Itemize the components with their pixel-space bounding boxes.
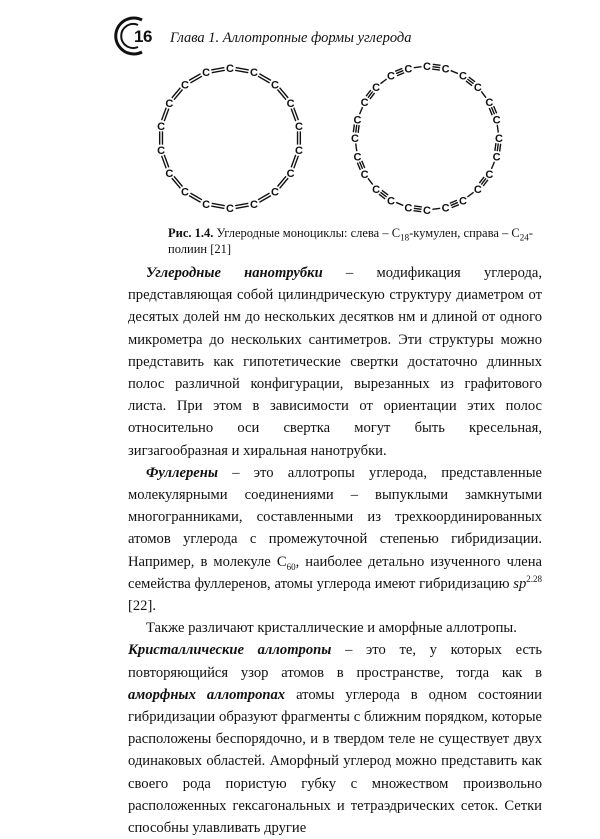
paragraph-fullerenes [128, 462, 542, 617]
c24-carbon-atom: C [492, 114, 501, 127]
c24-carbon-atom: C [459, 195, 467, 208]
c24-polyyne-ring [351, 61, 503, 217]
caption-label: Рис. 1.4. [168, 226, 214, 240]
running-head: Глава 1. Аллотропные формы углерода [170, 30, 412, 46]
c18-carbon-atom: C [165, 168, 174, 180]
c18-bond [235, 70, 248, 72]
c18-carbon-atom: C [202, 67, 211, 80]
c18-bond [259, 196, 271, 203]
c24-carbon-atom: C [423, 205, 431, 217]
caption-sub-2: 24 [519, 232, 529, 243]
term-nanotubes: Углеродные нанотрубки [146, 265, 323, 281]
c18-carbon-atom: C [294, 145, 303, 158]
c24-bond [396, 202, 403, 205]
c24-carbon-atom: C [351, 133, 359, 145]
c18-bond [211, 68, 224, 70]
p2-sup: 2.28 [526, 573, 542, 584]
c18-bond [212, 203, 225, 205]
body-text [128, 262, 542, 839]
c24-bond [380, 79, 386, 84]
c18-carbon-atom: C [181, 79, 189, 92]
c18-bond [235, 203, 248, 205]
c18-carbon-atom: C [202, 198, 211, 211]
figure-caption [168, 225, 542, 257]
c18-bond [259, 74, 271, 81]
c18-carbon-atom: C [286, 168, 295, 180]
c18-bond [189, 74, 201, 81]
c18-bond [190, 193, 202, 200]
caption-text-3: -полиин [21] [168, 226, 533, 256]
c18-carbon-atom: C [294, 120, 303, 133]
paragraph-nanotubes [128, 262, 542, 462]
c24-bond [432, 67, 440, 68]
c24-carbon-atom: C [404, 202, 413, 215]
c18-bond [212, 70, 225, 72]
c18-bond [236, 206, 249, 208]
c18-bond [236, 68, 249, 70]
term-amorphous: аморфных аллотропах [128, 686, 286, 703]
p2-sp: sp [513, 575, 527, 592]
p1-text: – модификация углерода, представляющая собой цилиндрическую структуру диаметром от десятых долей нм до нескольких десятков нм и длиной от одного микрометра до нескольких сантиметров. Эти структуры можно представить как гипотетические свертки достаточно длинных полос различной конфигурации, вырезанных из графитового листа. При этом в зависимости от ориентации этих полос относительно оси свертка могут быть кресельная, зигзагообразная и хиральная нанотрубки. [128, 265, 542, 459]
c24-carbon-atom: C [353, 151, 362, 164]
page-header [112, 14, 572, 54]
c24-carbon-atom: C [360, 169, 369, 181]
c18-carbon-atom: C [271, 186, 279, 199]
p2-sub: 60 [286, 561, 296, 572]
c24-carbon-atom: C [387, 195, 395, 208]
c24-carbon-atom: C [441, 202, 450, 215]
term-fullerenes: Фуллерены [146, 464, 218, 481]
c24-carbon-atom: C [423, 61, 431, 73]
p4-text-2: атомы углерода в одном состоянии гибридизации образуют фрагменты с ближним порядком, которые расположены беспорядочно, и в твердом теле не существует двух одинаковых областей. Аморфный углерод можно представить как своего рода пористую губку с множеством произвольно расположенных гексагональных и тетраэдрических сеток. Сетки способны улавливать другие [128, 686, 542, 837]
c24-carbon-atom: C [485, 169, 494, 181]
c24-carbon-atom: C [485, 97, 494, 109]
c18-carbon-atom: C [249, 198, 258, 211]
c24-carbon-atom: C [387, 70, 395, 83]
paragraph-types [128, 617, 542, 639]
c24-carbon-atom: C [353, 114, 362, 127]
c18-carbon-atom: C [226, 203, 234, 215]
c24-bond [414, 206, 422, 207]
c24-carbon-atom: C [404, 63, 413, 76]
c24-carbon-atom: C [360, 97, 369, 109]
c18-carbon-atom: C [249, 67, 258, 80]
c18-carbon-atom: C [157, 145, 166, 158]
c18-cumulene-ring [157, 63, 303, 215]
caption-sub-1: 18 [400, 232, 410, 243]
c24-carbon-atom: C [372, 82, 381, 95]
c18-bond [190, 76, 202, 83]
c24-bond [433, 64, 441, 65]
c24-carbon-atom: C [495, 133, 503, 145]
p2-text-3: [22]. [128, 598, 156, 615]
c18-carbon-atom: C [286, 98, 295, 110]
c18-bond [211, 206, 224, 208]
c18-carbon-atom: C [226, 63, 234, 75]
page-number: 16 [134, 27, 152, 46]
figure-monocycles [150, 58, 550, 218]
c24-carbon-atom: C [372, 183, 381, 196]
c24-carbon-atom: C [459, 70, 467, 83]
c24-bond [414, 208, 422, 209]
c24-carbon-atom: C [473, 82, 482, 95]
c24-carbon-atom: C [473, 183, 482, 196]
c24-bond [414, 211, 422, 212]
p4-text-1: – это те, у которых есть повторяющийся узор атомов в пространстве, тогда как в [128, 642, 542, 681]
p2-text-1: – это аллотропы углерода, представленные молекулярными соединениями – выпуклыми замкнутыми многогранниками, составленными из трехкоординированных атомов углерода с промежуточной степенью гибридизации. Например, в молекуле C [128, 464, 542, 570]
c18-carbon-atom: C [157, 120, 166, 133]
p2-text-2: , наиболее детально изученного члена семейства фуллеренов, атомы углерода имеют гибридизацию [128, 553, 542, 592]
p3-text: Также различают кристаллические и аморфные аллотропы. [146, 620, 517, 637]
caption-text-2: -кумулен, справа – C [409, 226, 520, 240]
c24-bond [414, 67, 422, 68]
c18-bond [189, 196, 201, 203]
c24-carbon-atom: C [492, 151, 501, 164]
term-crystalline: Кристаллические аллотропы [128, 642, 332, 659]
c18-carbon-atom: C [271, 79, 279, 92]
caption-text-1: Углеродные моноциклы: слева – C [216, 226, 401, 240]
c24-bond [432, 208, 440, 209]
c24-bond [467, 192, 473, 197]
c18-bond [258, 76, 270, 83]
c18-carbon-atom: C [165, 98, 174, 110]
paragraph-crystalline [128, 639, 542, 839]
c18-bond [258, 193, 270, 200]
c24-carbon-atom: C [441, 63, 450, 76]
c24-bond [432, 69, 440, 70]
c24-bond [451, 71, 458, 74]
c18-carbon-atom: C [181, 186, 189, 199]
